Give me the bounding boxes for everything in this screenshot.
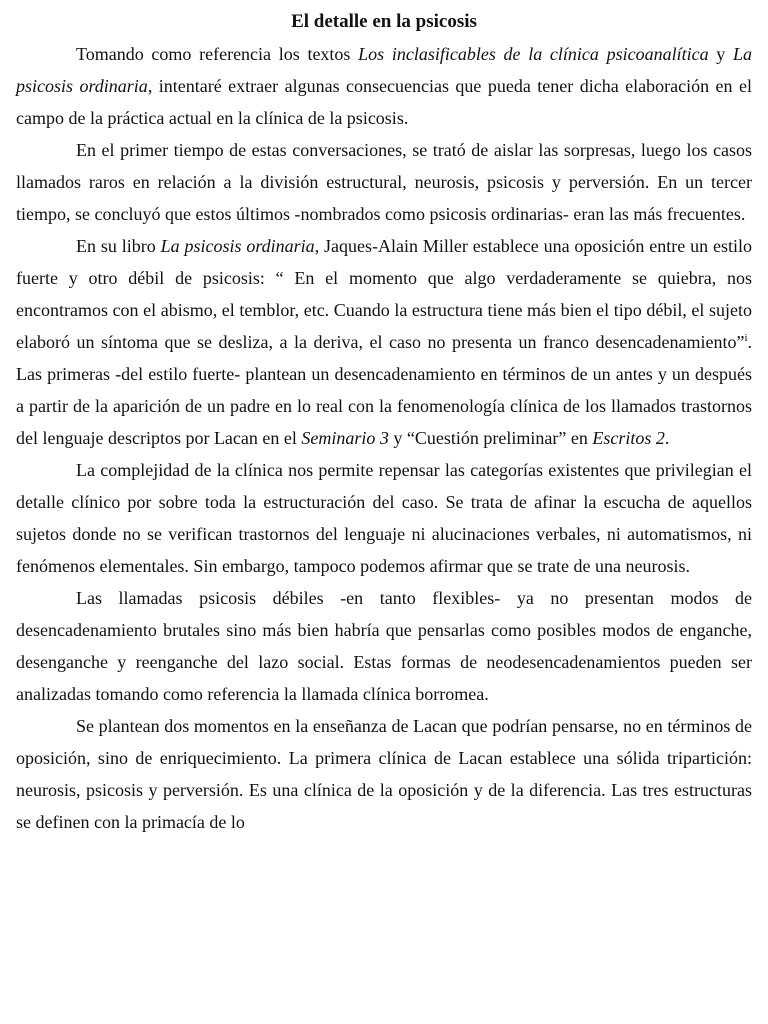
book-title-escritos-2: Escritos 2 [592, 428, 665, 448]
document-title: El detalle en la psicosis [291, 11, 477, 32]
paragraph-4 [16, 454, 752, 582]
paragraph-1-text-2: y [708, 44, 733, 64]
book-title-seminario-3: Seminario 3 [301, 428, 389, 448]
paragraph-1-text-3: , intentaré extraer algunas consecuencias que pueda tener dicha elaboración en el campo de la práctica actual en la clínica de la psicosis. [16, 76, 752, 128]
book-title-psicosis-ordinaria-2: La psicosis ordinaria [160, 236, 315, 256]
paragraph-1-text-1: Tomando como referencia los textos [76, 44, 359, 64]
paragraph-4-text: La complejidad de la clínica nos permite repensar las categorías existentes que privilegian el detalle clínico por sobre toda la estructuración del caso. Se trata de afinar la escucha de aquellos sujetos donde no se verifican trastornos del lenguaje ni alucinaciones verbales, ni automatismos, ni fenómenos elementales. Sin embargo, tampoco podemos afirmar que se trate de una neurosis. [16, 460, 752, 576]
paragraph-3-text-1: En su libro [76, 236, 161, 256]
paragraph-3-text-4: y “Cuestión preliminar” en [388, 428, 593, 448]
footnote-marker[interactable]: i [744, 332, 748, 344]
paragraph-3 [16, 230, 752, 454]
paragraph-6-text: Se plantean dos momentos en la enseñanza de Lacan que podrían pensarse, no en términos de oposición, sino de enriquecimiento. La primera clínica de Lacan establece una sólida tripartición: neurosis, psicosis y perversión. Es una clínica de la oposición y de la diferencia. Las tres estructuras se definen con la primacía de lo [16, 716, 752, 832]
paragraph-3-text-3: . Las primeras -del estilo fuerte- plantean un desencadenamiento en términos de un antes y un después a partir de la aparición de un padre en lo real con la fenomenología clínica de los llamados trastornos del lenguaje descriptos por Lacan en el [16, 332, 752, 448]
paragraph-3-text-5: . [664, 428, 670, 448]
paragraph-3-text-2: , Jaques-Alain Miller establece una oposición entre un estilo fuerte y otro débil de psicosis: “ En el momento que algo verdaderamente se quiebra, nos encontramos con el abismo, el temblor, etc. Cuando la estructura tiene más bien el tipo débil, el sujeto elaboró un síntoma que se desliza, a la deriva, el caso no presenta un franco desencadenamiento” [16, 236, 752, 352]
paragraph-5 [16, 582, 752, 710]
paragraph-1 [16, 38, 752, 134]
paragraph-5-text: Las llamadas psicosis débiles -en tanto flexibles- ya no presentan modos de desencadenamiento brutales sino más bien habría que pensarlas como posibles modos de enganche, desenganche y reenganche del lazo social. Estas formas de neodesencadenamientos pueden ser analizadas tomando como referencia la llamada clínica borromea. [16, 588, 752, 704]
paragraph-2 [16, 134, 752, 230]
paragraph-6 [16, 710, 752, 838]
book-title-inclasificables: Los inclasificables de la clínica psicoanalítica [358, 44, 709, 64]
paragraph-2-text: En el primer tiempo de estas conversaciones, se trató de aislar las sorpresas, luego los casos llamados raros en relación a la división estructural, neurosis, psicosis y perversión. En un tercer tiempo, se concluyó que estos últimos -nombrados como psicosis ordinarias- eran las más frecuentes. [16, 140, 752, 224]
book-title-psicosis-ordinaria: La psicosis ordinaria [16, 44, 753, 96]
